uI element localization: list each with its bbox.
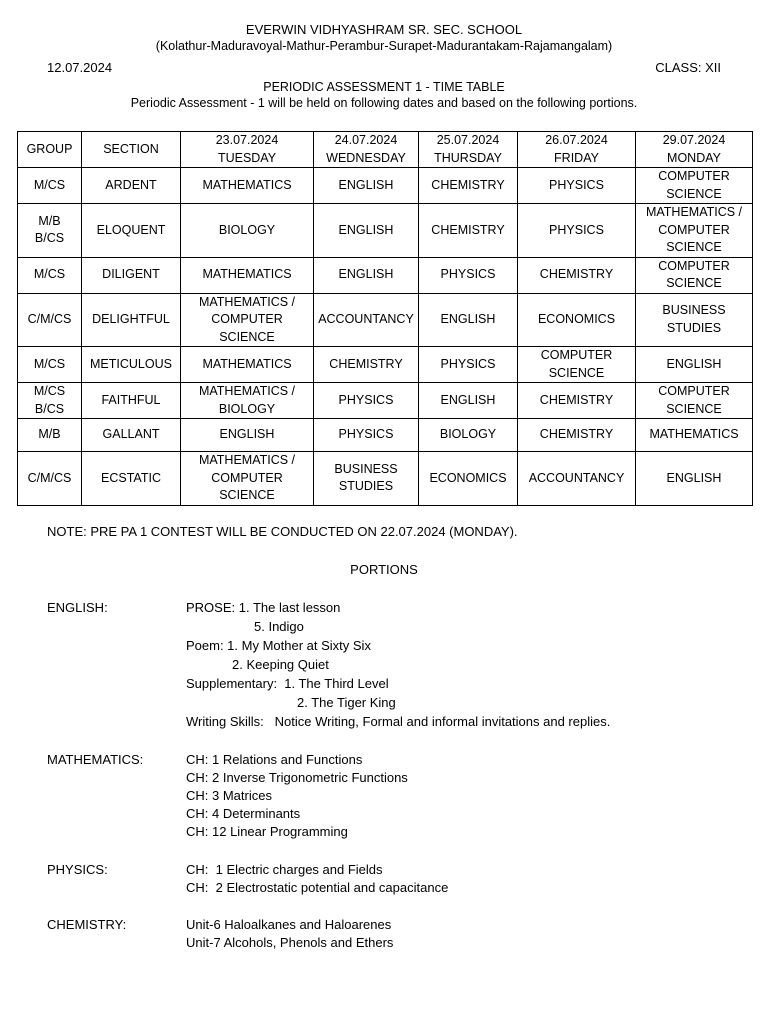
table-cell: ENGLISH (181, 419, 314, 452)
table-cell: PHYSICS (419, 347, 518, 383)
table-cell: ECONOMICS (518, 293, 636, 347)
table-cell: COMPUTER SCIENCE (636, 383, 753, 419)
column-header: SECTION (82, 132, 181, 168)
table-header-row (18, 132, 753, 168)
table-cell: ACCOUNTANCY (314, 293, 419, 347)
portion-line: CH: 4 Determinants (186, 806, 301, 821)
table-cell: ELOQUENT (82, 204, 181, 258)
table-cell: ECSTATIC (82, 452, 181, 506)
table-cell: MATHEMATICS / BIOLOGY (181, 383, 314, 419)
table-cell: COMPUTER SCIENCE (518, 347, 636, 383)
contest-note: NOTE: PRE PA 1 CONTEST WILL BE CONDUCTED ON 22.07.2024 (MONDAY). (47, 524, 518, 539)
portion-line: Writing Skills: Notice Writing, Formal and informal invitations and replies. (186, 714, 611, 729)
timetable (17, 131, 753, 506)
portion-line: Unit-7 Alcohols, Phenols and Ethers (186, 935, 394, 950)
table-row (18, 452, 753, 506)
portion-line: CH: 1 Electric charges and Fields (186, 862, 383, 877)
portion-line: CH: 1 Relations and Functions (186, 752, 363, 767)
table-cell: COMPUTER SCIENCE (636, 257, 753, 293)
table-cell: ENGLISH (314, 168, 419, 204)
table-cell: ECONOMICS (419, 452, 518, 506)
table-cell: CHEMISTRY (518, 257, 636, 293)
portion-line: Supplementary: 1. The Third Level (186, 676, 389, 691)
table-row (18, 293, 753, 347)
table-cell: ENGLISH (314, 257, 419, 293)
table-cell: CHEMISTRY (419, 204, 518, 258)
table-cell: DELIGHTFUL (82, 293, 181, 347)
portion-line: CH: 2 Inverse Trigonometric Functions (186, 770, 408, 785)
table-cell: ENGLISH (314, 204, 419, 258)
portion-line: CH: 3 Matrices (186, 788, 272, 803)
table-cell: M/CS B/CS (18, 383, 82, 419)
table-cell: ENGLISH (636, 347, 753, 383)
portions-heading: PORTIONS (350, 562, 418, 577)
portion-line: 2. Keeping Quiet (232, 657, 329, 672)
table-cell: ENGLISH (419, 293, 518, 347)
timetable-title: PERIODIC ASSESSMENT 1 - TIME TABLE (263, 80, 505, 94)
table-cell: CHEMISTRY (314, 347, 419, 383)
table-cell: METICULOUS (82, 347, 181, 383)
portion-line: Poem: 1. My Mother at Sixty Six (186, 638, 371, 653)
table-cell: C/M/CS (18, 452, 82, 506)
table-cell: MATHEMATICS (181, 347, 314, 383)
table-cell: M/B B/CS (18, 204, 82, 258)
table-cell: MATHEMATICS (636, 419, 753, 452)
table-cell: BIOLOGY (181, 204, 314, 258)
table-cell: M/B (18, 419, 82, 452)
table-cell: ENGLISH (419, 383, 518, 419)
table-cell: PHYSICS (518, 168, 636, 204)
timetable-subtitle: Periodic Assessment - 1 will be held on following dates and based on the following portions. (130, 96, 638, 110)
class-info: CLASS: XII (655, 60, 721, 75)
table-cell: M/CS (18, 347, 82, 383)
table-cell: CHEMISTRY (518, 383, 636, 419)
table-cell: ENGLISH (636, 452, 753, 506)
column-header: 25.07.2024 THURSDAY (419, 132, 518, 168)
table-cell: FAITHFUL (82, 383, 181, 419)
table-cell: BUSINESS STUDIES (314, 452, 419, 506)
school-name: EVERWIN VIDHYASHRAM SR. SEC. SCHOOL (245, 22, 523, 37)
column-header: GROUP (18, 132, 82, 168)
portion-line: 2. The Tiger King (297, 695, 396, 710)
table-cell: ACCOUNTANCY (518, 452, 636, 506)
table-cell: PHYSICS (518, 204, 636, 258)
column-header: 24.07.2024 WEDNESDAY (314, 132, 419, 168)
table-cell: MATHEMATICS / COMPUTER SCIENCE (636, 204, 753, 258)
column-header: 29.07.2024 MONDAY (636, 132, 753, 168)
table-cell: GALLANT (82, 419, 181, 452)
table-cell: MATHEMATICS (181, 257, 314, 293)
subject-label-english: ENGLISH: (47, 600, 108, 615)
column-header: 23.07.2024 TUESDAY (181, 132, 314, 168)
table-cell: BUSINESS STUDIES (636, 293, 753, 347)
school-branches: (Kolathur-Maduravoyal-Mathur-Perambur-Surapet-Madurantakam-Rajamangalam) (155, 39, 613, 53)
table-cell: MATHEMATICS / COMPUTER SCIENCE (181, 293, 314, 347)
table-cell: M/CS (18, 168, 82, 204)
table-cell: CHEMISTRY (518, 419, 636, 452)
table-cell: MATHEMATICS / COMPUTER SCIENCE (181, 452, 314, 506)
portion-line: CH: 2 Electrostatic potential and capacitance (186, 880, 449, 895)
table-row (18, 204, 753, 258)
table-cell: CHEMISTRY (419, 168, 518, 204)
table-cell: M/CS (18, 257, 82, 293)
table-cell: C/M/CS (18, 293, 82, 347)
portion-line: CH: 12 Linear Programming (186, 824, 348, 839)
column-header: 26.07.2024 FRIDAY (518, 132, 636, 168)
table-cell: COMPUTER SCIENCE (636, 168, 753, 204)
table-cell: ARDENT (82, 168, 181, 204)
table-row (18, 168, 753, 204)
portion-line: 5. Indigo (254, 619, 304, 634)
table-row (18, 257, 753, 293)
subject-label-chemistry: CHEMISTRY: (47, 917, 127, 932)
portion-line: PROSE: 1. The last lesson (186, 600, 341, 615)
table-cell: PHYSICS (314, 419, 419, 452)
table-cell: BIOLOGY (419, 419, 518, 452)
table-row (18, 383, 753, 419)
subject-label-physics: PHYSICS: (47, 862, 108, 877)
table-cell: MATHEMATICS (181, 168, 314, 204)
table-row (18, 419, 753, 452)
table-cell: DILIGENT (82, 257, 181, 293)
document-date: 12.07.2024 (47, 60, 113, 75)
table-row (18, 347, 753, 383)
table-cell: PHYSICS (314, 383, 419, 419)
portion-line: Unit-6 Haloalkanes and Haloarenes (186, 917, 392, 932)
subject-label-mathematics: MATHEMATICS: (47, 752, 144, 767)
table-cell: PHYSICS (419, 257, 518, 293)
